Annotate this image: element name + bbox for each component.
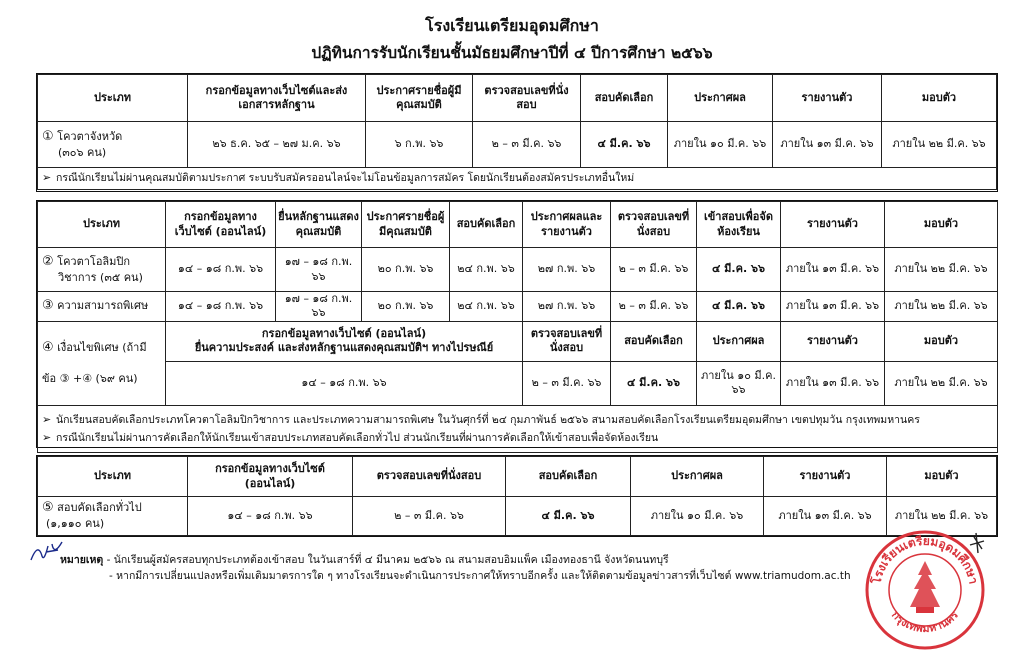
- number-5-icon: ⑤: [42, 500, 54, 516]
- table-1-note-text: กรณีนักเรียนไม่ผ่านคุณสมบัติตามประกาศ ระบบรับสมัครออนไลน์จะไม่โอนข้อมูลการสมัคร โดยนักเรียนต้องสมัครประเภทอื่นใหม่: [56, 172, 635, 185]
- arrow-bullet-icon: ➢: [42, 171, 52, 185]
- number-4-icon: ④: [42, 340, 54, 356]
- t3-header-result: ประกาศผล: [631, 457, 764, 497]
- row-3-type-label: ความสามารถพิเศษ: [57, 298, 149, 312]
- row-4-online: ๑๔ – ๑๘ ก.พ. ๖๖: [166, 361, 523, 405]
- row-4-subheader-report: รายงานตัว: [781, 321, 885, 361]
- t1-header-type: ประเภท: [38, 75, 188, 122]
- t1-header-online: กรอกข้อมูลทางเว็บไซต์และส่งเอกสารหลักฐาน: [188, 75, 366, 122]
- row-4-report: ภายใน ๑๓ มี.ค. ๖๖: [781, 361, 885, 405]
- table-row: [38, 248, 998, 292]
- row-4-subheader-exam: สอบคัดเลือก: [611, 321, 697, 361]
- row-2-online: ๑๔ – ๑๘ ก.พ. ๖๖: [166, 248, 276, 292]
- row-2-enroll: ภายใน ๒๒ มี.ค. ๖๖: [885, 248, 998, 292]
- row-1-exam: ๔ มี.ค. ๖๖: [581, 122, 668, 168]
- row-2-report: ภายใน ๑๓ มี.ค. ๖๖: [781, 248, 885, 292]
- row-5-exam: ๔ มี.ค. ๖๖: [506, 497, 631, 536]
- remark-1: - นักเรียนผู้สมัครสอบทุกประเภทต้องเข้าสอบ ในวันเสาร์ที่ ๔ มีนาคม ๒๕๖๖ ณ สนามสอบอิมแพ็ค เมืองทองธานี จังหวัดนนทบุรี: [106, 554, 669, 566]
- row-5-enroll: ภายใน ๒๒ มี.ค. ๖๖: [887, 497, 997, 536]
- row-3-enroll: ภายใน ๒๒ มี.ค. ๖๖: [885, 292, 998, 322]
- remarks-label: หมายเหตุ: [60, 554, 104, 566]
- t1-header-report: รายงานตัว: [773, 75, 882, 122]
- row-4-subheader-result: ประกาศผล: [697, 321, 781, 361]
- row-5-count: (๑,๑๑๐ คน): [46, 517, 105, 531]
- t1-header-seat: ตรวจสอบเลขที่นั่งสอบ: [473, 75, 581, 122]
- row-4-enroll: ภายใน ๒๒ มี.ค. ๖๖: [885, 361, 998, 405]
- t2-header-exam: สอบคัดเลือก: [450, 202, 523, 248]
- number-2-icon: ②: [42, 253, 54, 269]
- row-2-type-label-2: วิชาการ (๓๕ คน): [58, 270, 143, 284]
- row-4-subheader-row: [38, 321, 998, 361]
- table-2-notes: [38, 405, 998, 452]
- row-1-type: [38, 122, 188, 168]
- t2-header-class-exam: เข้าสอบเพื่อจัดห้องเรียน: [697, 202, 781, 248]
- table-3: [37, 456, 997, 536]
- row-1-qualified: ๖ ก.พ. ๖๖: [366, 122, 473, 168]
- t2-header-report: รายงานตัว: [781, 202, 885, 248]
- school-title: โรงเรียนเตรียมอุดมศึกษา: [425, 16, 599, 35]
- table-1: [37, 74, 997, 190]
- row-3-evidence: ๑๗ – ๑๘ ก.พ. ๖๖: [276, 292, 362, 322]
- number-1-icon: ①: [42, 128, 54, 144]
- row-2-exam: ๒๔ ก.พ. ๖๖: [450, 248, 523, 292]
- row-3-type: [38, 292, 166, 322]
- t1-header-exam: สอบคัดเลือก: [581, 75, 668, 122]
- school-seal-icon: [862, 527, 988, 653]
- seal-top-text: โรงเรียนเตรียมอุดมศึกษา: [869, 533, 981, 586]
- table-2-note-2: กรณีนักเรียนไม่ผ่านการคัดเลือกให้นักเรียนเข้าสอบประเภทสอบคัดเลือกทั่วไป ส่วนนักเรียนที่ผ่านการคัดเลือกให้เข้าสอบเพื่อจัดห้องเรียน: [56, 431, 659, 444]
- arrow-bullet-icon: ➢: [42, 430, 52, 444]
- table-3-header-row: [38, 457, 997, 497]
- t2-header-enroll: มอบตัว: [885, 202, 998, 248]
- row-1-online: ๒๖ ธ.ค. ๖๕ – ๒๗ ม.ค. ๖๖: [188, 122, 366, 168]
- t2-header-evidence: ยื่นหลักฐานแสดงคุณสมบัติ: [276, 202, 362, 248]
- row-4-subheader-evidence-text: ยื่นความประสงค์ และส่งหลักฐานแสดงคุณสมบัติฯ ทางไปรษณีย์: [194, 341, 494, 355]
- t3-header-type: ประเภท: [38, 457, 188, 497]
- t3-header-enroll: มอบตัว: [887, 457, 997, 497]
- row-4-seat: ๒ – ๓ มี.ค. ๖๖: [523, 361, 611, 405]
- table-1-note-row: [38, 168, 997, 190]
- row-1-enroll: ภายใน ๒๒ มี.ค. ๖๖: [882, 122, 997, 168]
- arrow-bullet-icon: ➢: [42, 412, 52, 426]
- row-2-class-exam: ๔ มี.ค. ๖๖: [697, 248, 781, 292]
- table-row: [38, 361, 998, 405]
- row-3-online: ๑๔ – ๑๘ ก.พ. ๖๖: [166, 292, 276, 322]
- row-1-type-label: โควตาจังหวัด: [57, 129, 123, 143]
- row-2-qualified: ๒๐ ก.พ. ๖๖: [362, 248, 450, 292]
- table-2-box: [36, 200, 998, 448]
- t3-header-seat: ตรวจสอบเลขที่นั่งสอบ: [353, 457, 506, 497]
- row-3-result: ๒๗ ก.พ. ๖๖: [523, 292, 611, 322]
- table-2-note-1: นักเรียนสอบคัดเลือกประเภทโควตาโอลิมปิกวิชาการ และประเภทความสามารถพิเศษ ในวันศุกร์ที่ ๒๔ กุมภาพันธ์ ๒๕๖๖ สนามสอบคัดเลือกโรงเรียนเตรียมอุดมศึกษา เขตปทุมวัน กรุงเทพมหานคร: [56, 413, 920, 426]
- t3-header-report: รายงานตัว: [764, 457, 887, 497]
- row-5-seat: ๒ – ๓ มี.ค. ๖๖: [353, 497, 506, 536]
- row-5-result: ภายใน ๑๐ มี.ค. ๖๖: [631, 497, 764, 536]
- row-5-report: ภายใน ๑๓ มี.ค. ๖๖: [764, 497, 887, 536]
- row-2-evidence: ๑๗ – ๑๘ ก.พ. ๖๖: [276, 248, 362, 292]
- table-row: [38, 122, 997, 168]
- t2-header-online: กรอกข้อมูลทางเว็บไซต์ (ออนไลน์): [166, 202, 276, 248]
- remarks-section: [60, 552, 851, 585]
- row-4-result: ภายใน ๑๐ มี.ค. ๖๖: [697, 361, 781, 405]
- row-5-type-label: สอบคัดเลือกทั่วไป: [57, 501, 142, 515]
- number-3-icon: ③: [42, 297, 54, 313]
- row-1-result: ภายใน ๑๐ มี.ค. ๖๖: [668, 122, 773, 168]
- table-1-note: [38, 168, 997, 190]
- row-3-exam: ๒๔ ก.พ. ๖๖: [450, 292, 523, 322]
- table-3-box: [36, 455, 998, 537]
- row-4-subheader-enroll: มอบตัว: [885, 321, 998, 361]
- table-1-header-row: [38, 75, 997, 122]
- row-4-subheader-seat: ตรวจสอบเลขที่นั่งสอบ: [523, 321, 611, 361]
- row-5-type: [38, 497, 188, 536]
- row-3-seat: ๒ – ๓ มี.ค. ๖๖: [611, 292, 697, 322]
- row-3-report: ภายใน ๑๓ มี.ค. ๖๖: [781, 292, 885, 322]
- remark-2: - หากมีการเปลี่ยนแปลงหรือเพิ่มเติมมาตรการใด ๆ ทางโรงเรียนจะดำเนินการประกาศให้ทราบอีกครั้ง และให้ติดตามข้อมูลข่าวสารที่เว็บไซต์ www.triamudom.ac.th: [109, 570, 851, 583]
- row-4-type-label: เงื่อนไขพิเศษ (ถ้ามี: [57, 341, 147, 355]
- row-5-online: ๑๔ – ๑๘ ก.พ. ๖๖: [188, 497, 353, 536]
- row-1-count: (๓๐๖ คน): [58, 145, 107, 159]
- table-row: [38, 292, 998, 322]
- seal-bottom-text: กรุงเทพมหานคร: [889, 608, 961, 635]
- t1-header-qualified: ประกาศรายชื่อผู้มีคุณสมบัติ: [366, 75, 473, 122]
- table-2: [37, 201, 998, 453]
- row-3-class-exam: ๔ มี.ค. ๖๖: [697, 292, 781, 322]
- t1-header-result: ประกาศผล: [668, 75, 773, 122]
- row-2-result: ๒๗ ก.พ. ๖๖: [523, 248, 611, 292]
- table-2-note-row: [38, 405, 998, 452]
- row-4-exam: ๔ มี.ค. ๖๖: [611, 361, 697, 405]
- t2-header-qualified: ประกาศรายชื่อผู้มีคุณสมบัติ: [362, 202, 450, 248]
- table-2-header-row: [38, 202, 998, 248]
- calendar-subtitle: ปฏิทินการรับนักเรียนชั้นมัธยมศึกษาปีที่ ๔ ปีการศึกษา ๒๕๖๖: [311, 44, 713, 62]
- row-3-qualified: ๒๐ ก.พ. ๖๖: [362, 292, 450, 322]
- row-4-subheader-online: [166, 321, 523, 361]
- t2-header-result-report: ประกาศผลและรายงานตัว: [523, 202, 611, 248]
- table-row: [38, 497, 997, 536]
- t1-header-enroll: มอบตัว: [882, 75, 997, 122]
- row-4-type: [38, 321, 166, 405]
- row-1-seat: ๒ – ๓ มี.ค. ๖๖: [473, 122, 581, 168]
- t3-header-online: กรอกข้อมูลทางเว็บไซต์ (ออนไลน์): [188, 457, 353, 497]
- t2-header-seat: ตรวจสอบเลขที่นั่งสอบ: [611, 202, 697, 248]
- row-4-type-label-2: ข้อ ③ +④ (๖๙ คน): [42, 371, 138, 385]
- row-2-seat: ๒ – ๓ มี.ค. ๖๖: [611, 248, 697, 292]
- row-2-type-label: โควตาโอลิมปิก: [57, 254, 131, 268]
- row-4-subheader-online-text: กรอกข้อมูลทางเว็บไซต์ (ออนไลน์): [261, 326, 427, 340]
- row-1-report: ภายใน ๑๓ มี.ค. ๖๖: [773, 122, 882, 168]
- t2-header-type: ประเภท: [38, 202, 166, 248]
- row-2-type: [38, 248, 166, 292]
- t3-header-exam: สอบคัดเลือก: [506, 457, 631, 497]
- table-1-box: [36, 73, 998, 192]
